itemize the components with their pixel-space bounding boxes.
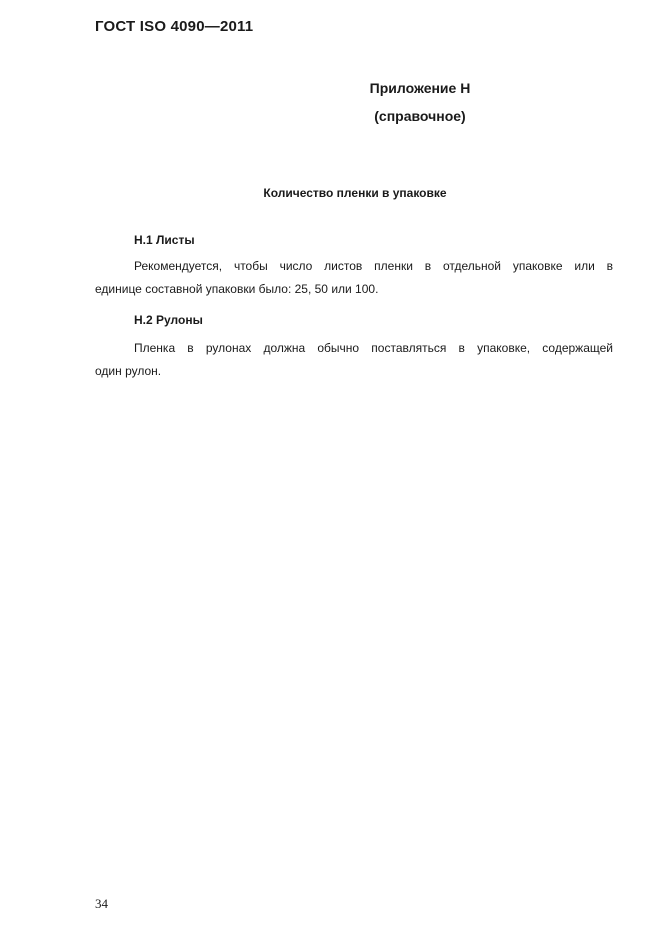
- annex-title: Приложение Н: [369, 80, 471, 96]
- paragraph-line: Рекомендуется, чтобы число листов пленки в отдельной упаковке или в: [134, 259, 613, 273]
- paragraph-sheets: [95, 255, 613, 301]
- annex-subtitle: (справочное): [374, 108, 466, 124]
- paragraph-line: Пленка в рулонах должна обычно поставляться в упаковке, содержащей: [134, 341, 613, 355]
- subsection-heading-sheets: Н.1 Листы: [134, 233, 195, 247]
- subsection-heading-rolls: Н.2 Рулоны: [134, 313, 203, 327]
- paragraph-line: один рулон.: [95, 364, 162, 378]
- paragraph-rolls: [95, 337, 613, 383]
- document-code-header: ГОСТ ISO 4090—2011: [95, 18, 254, 35]
- section-title: Количество пленки в упаковке: [263, 186, 447, 200]
- page-number: 34: [95, 896, 108, 911]
- paragraph-line: единице составной упаковки было: 25, 50 или 100.: [95, 282, 379, 296]
